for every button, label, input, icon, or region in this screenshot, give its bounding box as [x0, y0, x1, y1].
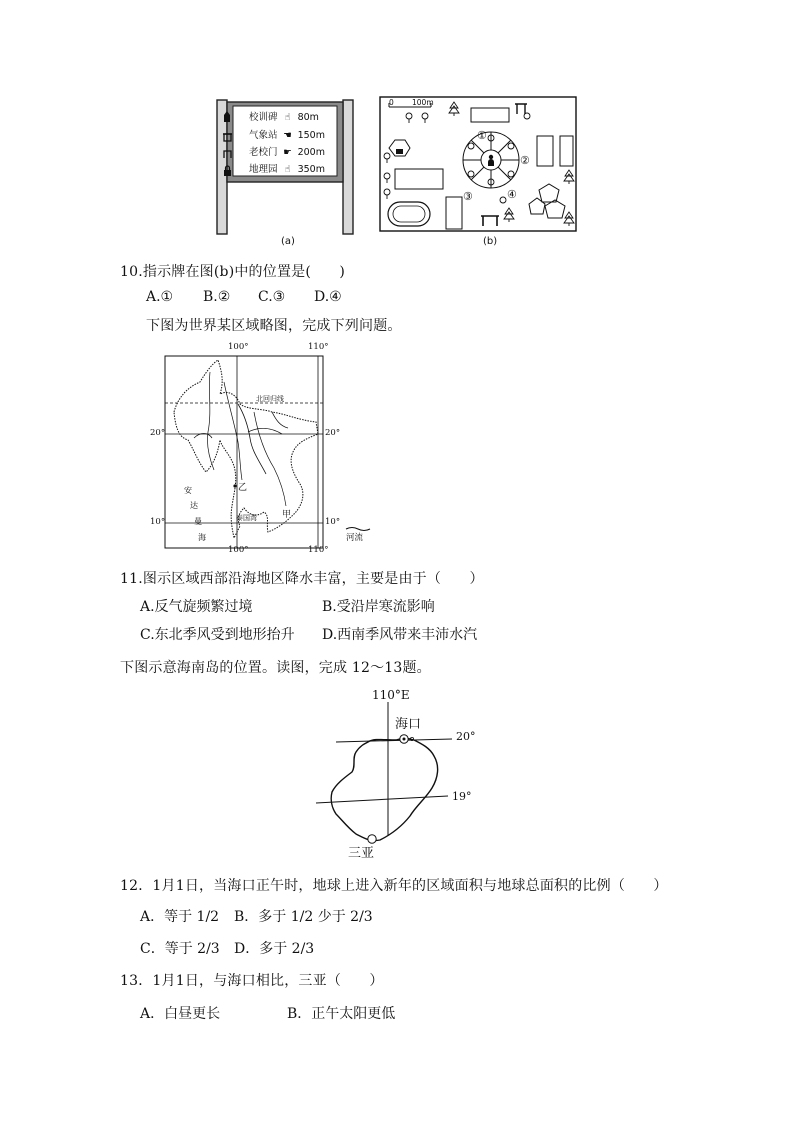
andaman-sea-char-2: 达 [190, 501, 198, 510]
lat-20-label: 20° [456, 730, 476, 743]
andaman-sea-char-1: 安 [184, 486, 192, 495]
q10-option-a[interactable]: A.① [146, 289, 174, 305]
lat-20-right-label: 20° [325, 428, 341, 438]
intro-map-text: 下图为世界某区域略图，完成下列问题。 [146, 318, 402, 334]
marker-3: ③ [463, 190, 473, 203]
sign-distance: 80m [297, 112, 319, 123]
sign-row-2 [249, 127, 325, 141]
sign-distance: 350m [297, 164, 325, 175]
marker-4: ④ [507, 188, 517, 201]
hand-pointer-icon: ☛ [283, 147, 292, 158]
q11-option-c[interactable]: C.东北季风受到地形抬升 [140, 627, 295, 643]
lon-bottom-right-label: 110° [308, 545, 329, 555]
question-13-stem: 13．1月1日，与海口相比，三亚（ ） [120, 973, 384, 989]
sign-name: 气象站 [249, 130, 278, 141]
sign-row-1 [249, 109, 319, 123]
q12-option-a[interactable]: A．等于 1/2 [140, 909, 220, 925]
lon-top-left-label: 100° [228, 342, 249, 352]
andaman-sea-char-3: 曼 [194, 517, 202, 526]
q11-option-d[interactable]: D.西南季风带来丰沛水汽 [322, 627, 478, 643]
sign-row-4 [249, 161, 325, 175]
lat-19-label: 19° [452, 790, 472, 803]
q11-option-b[interactable]: B.受沿岸寒流影响 [322, 599, 435, 615]
marker-2: ② [520, 154, 530, 167]
campus-map-illustration [379, 96, 577, 232]
indochina-map-illustration [148, 342, 378, 556]
place-jia-label: 甲 [282, 510, 292, 520]
figure-a-caption: (a) [281, 236, 295, 247]
marker-1: ① [477, 129, 487, 142]
sign-distance: 150m [297, 130, 325, 141]
gulf-of-thailand-label: 泰国湾 [236, 514, 257, 522]
q12-option-b[interactable]: B．多于 1/2 少于 2/3 [234, 909, 373, 925]
sign-name: 地理园 [249, 164, 278, 175]
legend-river-label: 河流 [346, 533, 364, 543]
andaman-sea-char-4: 海 [198, 533, 206, 542]
q10-option-b[interactable]: B.② [203, 289, 231, 305]
question-11-stem: 11.图示区域西部沿海地区降水丰富，主要是由于（ ） [120, 571, 484, 587]
q11-option-a[interactable]: A.反气旋频繁过境 [140, 599, 253, 615]
sanya-label: 三亚 [348, 846, 375, 861]
question-10-stem: 10.指示牌在图(b)中的位置是( ) [120, 264, 346, 280]
sign-name: 老校门 [249, 147, 278, 158]
q13-option-b[interactable]: B．正午太阳更低 [287, 1006, 396, 1022]
hand-pointer-icon: ☝ [284, 164, 291, 175]
hand-pointer-icon: ☝ [284, 112, 291, 123]
figure-b-caption: (b) [483, 236, 498, 247]
q12-option-c[interactable]: C．等于 2/3 [140, 941, 220, 957]
hand-pointer-icon: ☚ [283, 130, 292, 141]
lat-20-left-label: 20° [150, 428, 166, 438]
q13-option-a[interactable]: A．白昼更长 [140, 1006, 221, 1022]
sign-row-3 [249, 144, 325, 158]
intro-hainan-text: 下图示意海南岛的位置。读图，完成 12～13题。 [120, 660, 431, 676]
q10-option-d[interactable]: D.④ [314, 289, 342, 305]
lat-10-right-label: 10° [325, 517, 341, 527]
scale-zero: 0 [389, 98, 394, 107]
sign-name: 校训碑 [249, 112, 278, 123]
sign-distance: 200m [297, 147, 325, 158]
lat-10-left-label: 10° [150, 517, 166, 527]
hainan-map [312, 688, 490, 860]
lon-bottom-left-label: 100° [228, 545, 249, 555]
figure-a-signboard [213, 96, 357, 251]
lon-110e-label: 110°E [372, 688, 410, 702]
question-12-stem: 12．1月1日，当海口正午时，地球上进入新年的区域面积与地球总面积的比例（ ） [120, 878, 668, 894]
q12-option-d[interactable]: D．多于 2/3 [234, 941, 315, 957]
haikou-label: 海口 [395, 717, 422, 732]
tropic-of-cancer-label: 北回归线 [256, 395, 284, 403]
place-yi-label: 乙 [238, 483, 248, 493]
indochina-map [148, 342, 378, 556]
lon-top-right-label: 110° [308, 342, 329, 352]
figure-b-campus-map [379, 96, 577, 232]
scale-label: 100m [412, 98, 434, 107]
q10-option-c[interactable]: C.③ [258, 289, 286, 305]
